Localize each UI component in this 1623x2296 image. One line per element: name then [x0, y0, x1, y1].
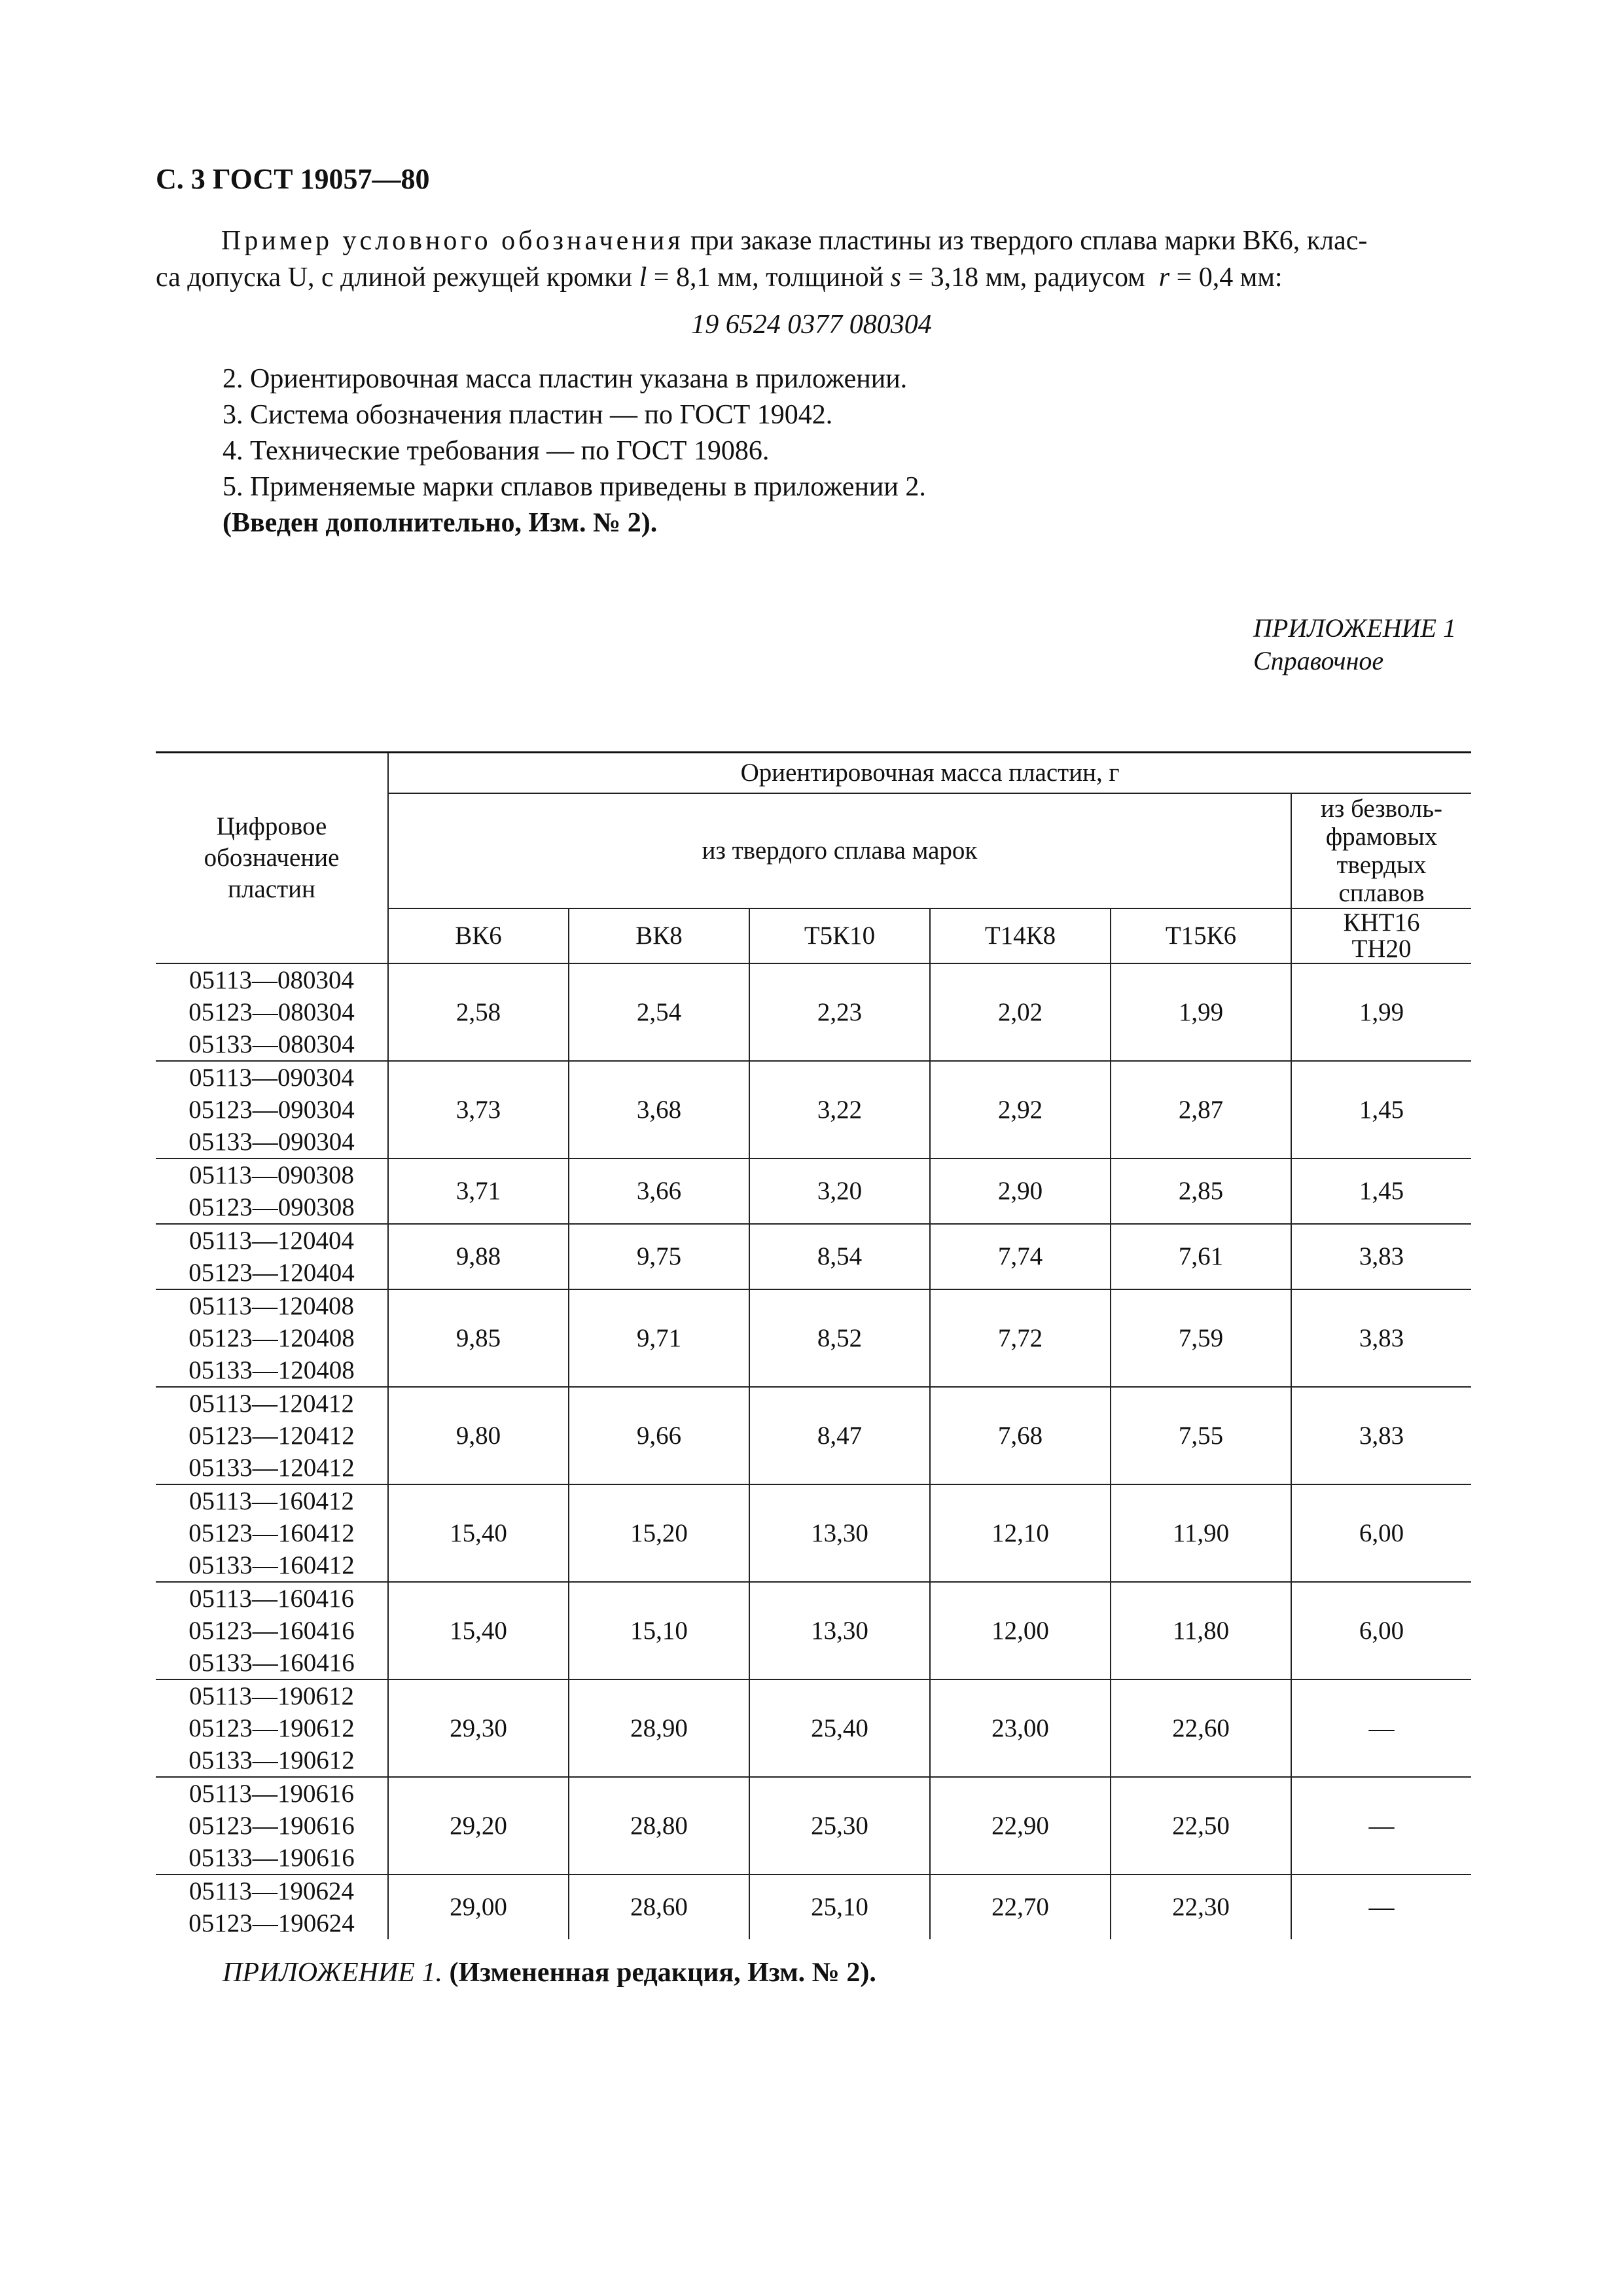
mass-value: 8,52 — [749, 1289, 930, 1387]
plate-code: 05113—090304 — [188, 1063, 355, 1092]
var-l: l — [639, 262, 647, 293]
mass-value: 2,54 — [569, 963, 749, 1061]
plate-code: 05123—160416 — [188, 1616, 355, 1645]
plate-code: 05133—190616 — [188, 1843, 355, 1872]
plate-code: 05123—080304 — [188, 997, 355, 1026]
plate-code: 05113—120412 — [188, 1389, 355, 1418]
plate-code: 05113—160416 — [188, 1584, 355, 1613]
grade-header: Т5К10 — [749, 908, 930, 963]
table-row — [156, 1582, 1471, 1679]
plate-code: 05133—120408 — [188, 1355, 355, 1384]
example-text-c: = 3,18 мм, радиусом — [901, 262, 1159, 293]
mass-value: 12,00 — [930, 1582, 1111, 1679]
mass-value: 3,83 — [1291, 1289, 1471, 1387]
appendix-heading — [1253, 612, 1456, 677]
table-row — [156, 1289, 1471, 1387]
mass-table — [156, 751, 1471, 1939]
mass-value: — — [1291, 1874, 1471, 1939]
mass-value: 3,73 — [388, 1061, 569, 1158]
mass-value: 28,80 — [569, 1777, 749, 1874]
plate-codes-cell — [156, 1158, 388, 1224]
table-row — [156, 1224, 1471, 1289]
table-row — [156, 1484, 1471, 1582]
mass-value: 25,40 — [749, 1679, 930, 1777]
grade-header: Т14К8 — [930, 908, 1111, 963]
mass-value: 9,85 — [388, 1289, 569, 1387]
mass-value: 9,75 — [569, 1224, 749, 1289]
table-row — [156, 1061, 1471, 1158]
mass-value: 6,00 — [1291, 1582, 1471, 1679]
subgroup-tungsten-free: из безволь-фрамовых твердых сплавов — [1291, 793, 1471, 908]
mass-value: 7,59 — [1111, 1289, 1291, 1387]
mass-value: 3,83 — [1291, 1224, 1471, 1289]
plate-code: 05113—120408 — [188, 1291, 355, 1320]
mass-value: 3,66 — [569, 1158, 749, 1224]
grade-header: ВК8 — [569, 908, 749, 963]
mass-value: 1,99 — [1291, 963, 1471, 1061]
subgroup-hard-alloy: из твердого сплава марок — [388, 793, 1291, 908]
mass-value: — — [1291, 1679, 1471, 1777]
designation-code: 19 6524 0377 080304 — [691, 310, 932, 340]
plate-codes-cell — [156, 1387, 388, 1484]
plate-code: 05133—090304 — [188, 1127, 355, 1156]
mass-value: 28,90 — [569, 1679, 749, 1777]
plate-code: 05123—120408 — [188, 1323, 355, 1352]
mass-value: 3,20 — [749, 1158, 930, 1224]
plate-codes-cell — [156, 1224, 388, 1289]
mass-value: 22,60 — [1111, 1679, 1291, 1777]
mass-value: 7,74 — [930, 1224, 1111, 1289]
appendix-type: Справочное — [1253, 646, 1384, 675]
mass-value: 9,80 — [388, 1387, 569, 1484]
example-line-1 — [156, 223, 1471, 259]
plate-code: 05123—190624 — [188, 1909, 355, 1937]
table-row — [156, 1679, 1471, 1777]
grade-header-tungsten-free — [1291, 908, 1471, 963]
mass-value: 29,00 — [388, 1874, 569, 1939]
plate-code: 05133—160412 — [188, 1551, 355, 1579]
plate-code: 05133—190612 — [188, 1746, 355, 1774]
table-row — [156, 1158, 1471, 1224]
footer-note — [223, 1957, 876, 1988]
mass-value: 3,22 — [749, 1061, 930, 1158]
mass-value: 8,54 — [749, 1224, 930, 1289]
plate-codes-cell — [156, 1582, 388, 1679]
mass-value: 9,71 — [569, 1289, 749, 1387]
plate-code: 05113—080304 — [188, 965, 355, 994]
grade-header: ВК6 — [388, 908, 569, 963]
mass-value: 2,92 — [930, 1061, 1111, 1158]
designation-example — [156, 223, 1471, 296]
mass-value: 6,00 — [1291, 1484, 1471, 1582]
table-row — [156, 1777, 1471, 1874]
plate-codes-cell — [156, 1484, 388, 1582]
plate-code: 05123—160412 — [188, 1518, 355, 1547]
plate-codes-cell — [156, 1061, 388, 1158]
mass-value: 2,23 — [749, 963, 930, 1061]
mass-value: 7,72 — [930, 1289, 1111, 1387]
example-text-d: = 0,4 мм: — [1169, 262, 1283, 293]
mass-value: 25,30 — [749, 1777, 930, 1874]
note-item: 4. Технические требования — по ГОСТ 19086. — [223, 436, 770, 466]
plate-code: 05123—190616 — [188, 1811, 355, 1840]
mass-value: 29,20 — [388, 1777, 569, 1874]
mass-value: — — [1291, 1777, 1471, 1874]
mass-value: 8,47 — [749, 1387, 930, 1484]
notes-list — [223, 361, 926, 541]
mass-value: 2,87 — [1111, 1061, 1291, 1158]
mass-value: 1,45 — [1291, 1061, 1471, 1158]
mass-value: 13,30 — [749, 1582, 930, 1679]
amendment-note: (Введен дополнительно, Изм. № 2). — [223, 508, 658, 538]
var-s: s — [890, 262, 901, 293]
plate-code: 05123—190612 — [188, 1713, 355, 1742]
mass-value: 29,30 — [388, 1679, 569, 1777]
table-row — [156, 963, 1471, 1061]
mass-value: 9,88 — [388, 1224, 569, 1289]
plate-code: 05123—120404 — [188, 1258, 355, 1287]
mass-value: 1,45 — [1291, 1158, 1471, 1224]
mass-value: 22,50 — [1111, 1777, 1291, 1874]
page-header: С. 3 ГОСТ 19057—80 — [156, 163, 430, 195]
mass-value: 3,83 — [1291, 1387, 1471, 1484]
mass-value: 12,10 — [930, 1484, 1111, 1582]
group-header: Ориентировочная масса пластин, г — [388, 753, 1471, 793]
plate-code: 05123—090308 — [188, 1193, 355, 1221]
mass-value: 7,55 — [1111, 1387, 1291, 1484]
mass-value: 23,00 — [930, 1679, 1111, 1777]
footer-amendment: (Измененная редакция, Изм. № 2). — [449, 1958, 876, 1988]
mass-value: 11,90 — [1111, 1484, 1291, 1582]
plate-codes-cell — [156, 1777, 388, 1874]
plate-code: 05133—120412 — [188, 1453, 355, 1482]
mass-value: 25,10 — [749, 1874, 930, 1939]
table-row — [156, 1874, 1471, 1939]
mass-value: 15,20 — [569, 1484, 749, 1582]
mass-value: 9,66 — [569, 1387, 749, 1484]
mass-value: 3,71 — [388, 1158, 569, 1224]
mass-value: 22,70 — [930, 1874, 1111, 1939]
example-text-a: са допуска U, с длиной режущей кромки — [156, 262, 639, 293]
mass-value: 7,68 — [930, 1387, 1111, 1484]
plate-codes-cell — [156, 1679, 388, 1777]
grade-header: Т15К6 — [1111, 908, 1291, 963]
var-r: r — [1158, 262, 1170, 293]
mass-value: 15,40 — [388, 1484, 569, 1582]
grade-name: ТН20 — [1351, 934, 1412, 963]
plate-code: 05113—190612 — [188, 1681, 355, 1710]
mass-value: 22,30 — [1111, 1874, 1291, 1939]
mass-value: 13,30 — [749, 1484, 930, 1582]
mass-value: 7,61 — [1111, 1224, 1291, 1289]
mass-value: 28,60 — [569, 1874, 749, 1939]
mass-value: 2,58 — [388, 963, 569, 1061]
example-lead: Пример условного обозначения — [221, 226, 684, 256]
note-item: 2. Ориентировочная масса пластин указана в приложении. — [223, 364, 908, 394]
mass-value: 15,40 — [388, 1582, 569, 1679]
mass-value: 15,10 — [569, 1582, 749, 1679]
table-row — [156, 1387, 1471, 1484]
example-line1-rest: при заказе пластины из твердого сплава марки ВК6, клас- — [683, 226, 1368, 256]
mass-value: 2,85 — [1111, 1158, 1291, 1224]
plate-code: 05113—190616 — [188, 1779, 355, 1808]
plate-code: 05133—160416 — [188, 1648, 355, 1677]
mass-value: 2,02 — [930, 963, 1111, 1061]
mass-value: 2,90 — [930, 1158, 1111, 1224]
plate-codes-cell — [156, 1289, 388, 1387]
plate-code: 05123—090304 — [188, 1095, 355, 1124]
example-line-2 — [156, 259, 1471, 296]
appendix-label: ПРИЛОЖЕНИЕ 1 — [1253, 613, 1456, 643]
mass-value: 11,80 — [1111, 1582, 1291, 1679]
grade-name: КНТ16 — [1343, 908, 1420, 937]
col-code-header: Цифровое обозначение пластин — [156, 753, 388, 963]
plate-code: 05113—160412 — [188, 1486, 355, 1515]
mass-value: 22,90 — [930, 1777, 1111, 1874]
mass-value: 3,68 — [569, 1061, 749, 1158]
note-item: 5. Применяемые марки сплавов приведены в приложении 2. — [223, 472, 926, 502]
plate-codes-cell — [156, 1874, 388, 1939]
plate-code: 05123—120412 — [188, 1421, 355, 1450]
plate-code: 05113—120404 — [188, 1226, 355, 1255]
plate-code: 05113—190624 — [188, 1876, 355, 1905]
plate-code: 05113—090308 — [188, 1160, 355, 1189]
plate-codes-cell — [156, 963, 388, 1061]
plate-code: 05133—080304 — [188, 1030, 355, 1058]
example-text-b: = 8,1 мм, толщиной — [647, 262, 891, 293]
footer-appendix-ref: ПРИЛОЖЕНИЕ 1. — [223, 1958, 442, 1988]
mass-value: 1,99 — [1111, 963, 1291, 1061]
note-item: 3. Система обозначения пластин — по ГОСТ 19042. — [223, 400, 833, 430]
